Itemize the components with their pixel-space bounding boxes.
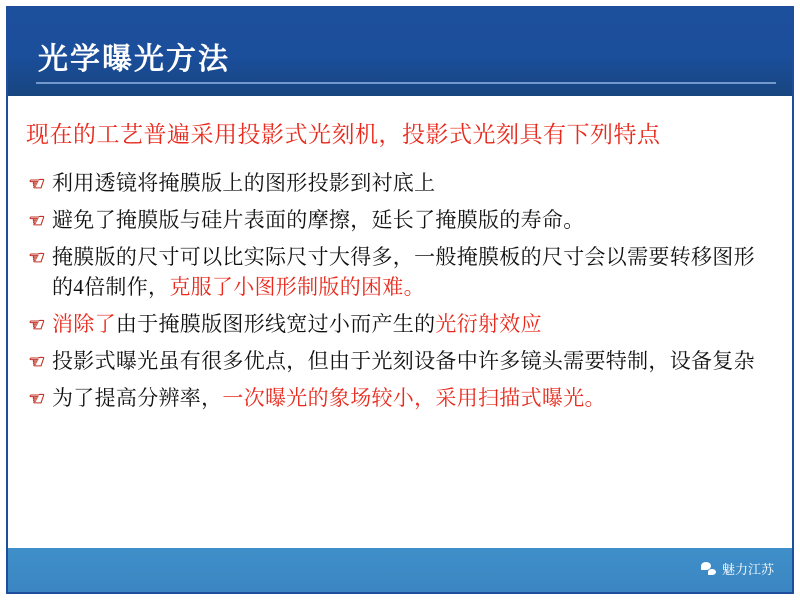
list-item-text: 消除了 [52, 312, 116, 336]
watermark [701, 559, 774, 578]
bullet-marker-icon: ☜ [26, 352, 44, 373]
list-item-text: 一次曝光的象场较小， [222, 386, 436, 410]
list-item-text: 采用扫描式曝光。 [435, 386, 606, 410]
bullet-marker-icon: ☜ [26, 211, 44, 232]
slide-header [8, 8, 792, 96]
list-item [26, 205, 774, 235]
list-item [26, 168, 774, 198]
list-item-text: 为了提高分辨率， [52, 386, 223, 410]
list-item-text: 由于掩膜版图形线宽过小而产生的 [115, 312, 436, 336]
list-item [26, 242, 774, 302]
bullet-list [26, 168, 774, 413]
bullet-marker-icon: ☜ [26, 174, 44, 195]
list-item-text: 投影式曝光虽有很多优点，但由于光刻设备中许多镜头需要特制，设备复杂 [52, 349, 755, 373]
bullet-marker-icon: ☜ [26, 315, 44, 336]
bullet-marker-icon: ☜ [26, 389, 44, 410]
list-item-text: 利用透镜将掩膜版上的图形投影到衬底上 [52, 171, 436, 195]
list-item [26, 383, 774, 413]
page-title: 光学曝光方法 [38, 43, 230, 76]
header-divider [36, 82, 776, 84]
list-item [26, 346, 774, 376]
list-item-text: 掩膜版的尺寸可以比实际尺寸大得多，一般掩膜板的尺寸会以需要转移图形的4倍制作， [52, 245, 755, 299]
wechat-icon [701, 562, 716, 575]
list-item-text: 避免了掩膜版与硅片表面的摩擦，延长了掩膜版的寿命。 [52, 208, 585, 232]
bullet-marker-icon: ☜ [26, 248, 44, 269]
list-item [26, 309, 774, 339]
slide-footer [8, 548, 792, 592]
list-item-text: 光衍射效应 [435, 312, 542, 336]
lead-paragraph: 现在的工艺普遍采用投影式光刻机，投影式光刻具有下列特点 [26, 122, 661, 147]
watermark-label: 魅力江苏 [721, 562, 774, 577]
slide-content [26, 118, 774, 420]
list-item-text: 克服了小图形制版的困难。 [169, 275, 425, 299]
